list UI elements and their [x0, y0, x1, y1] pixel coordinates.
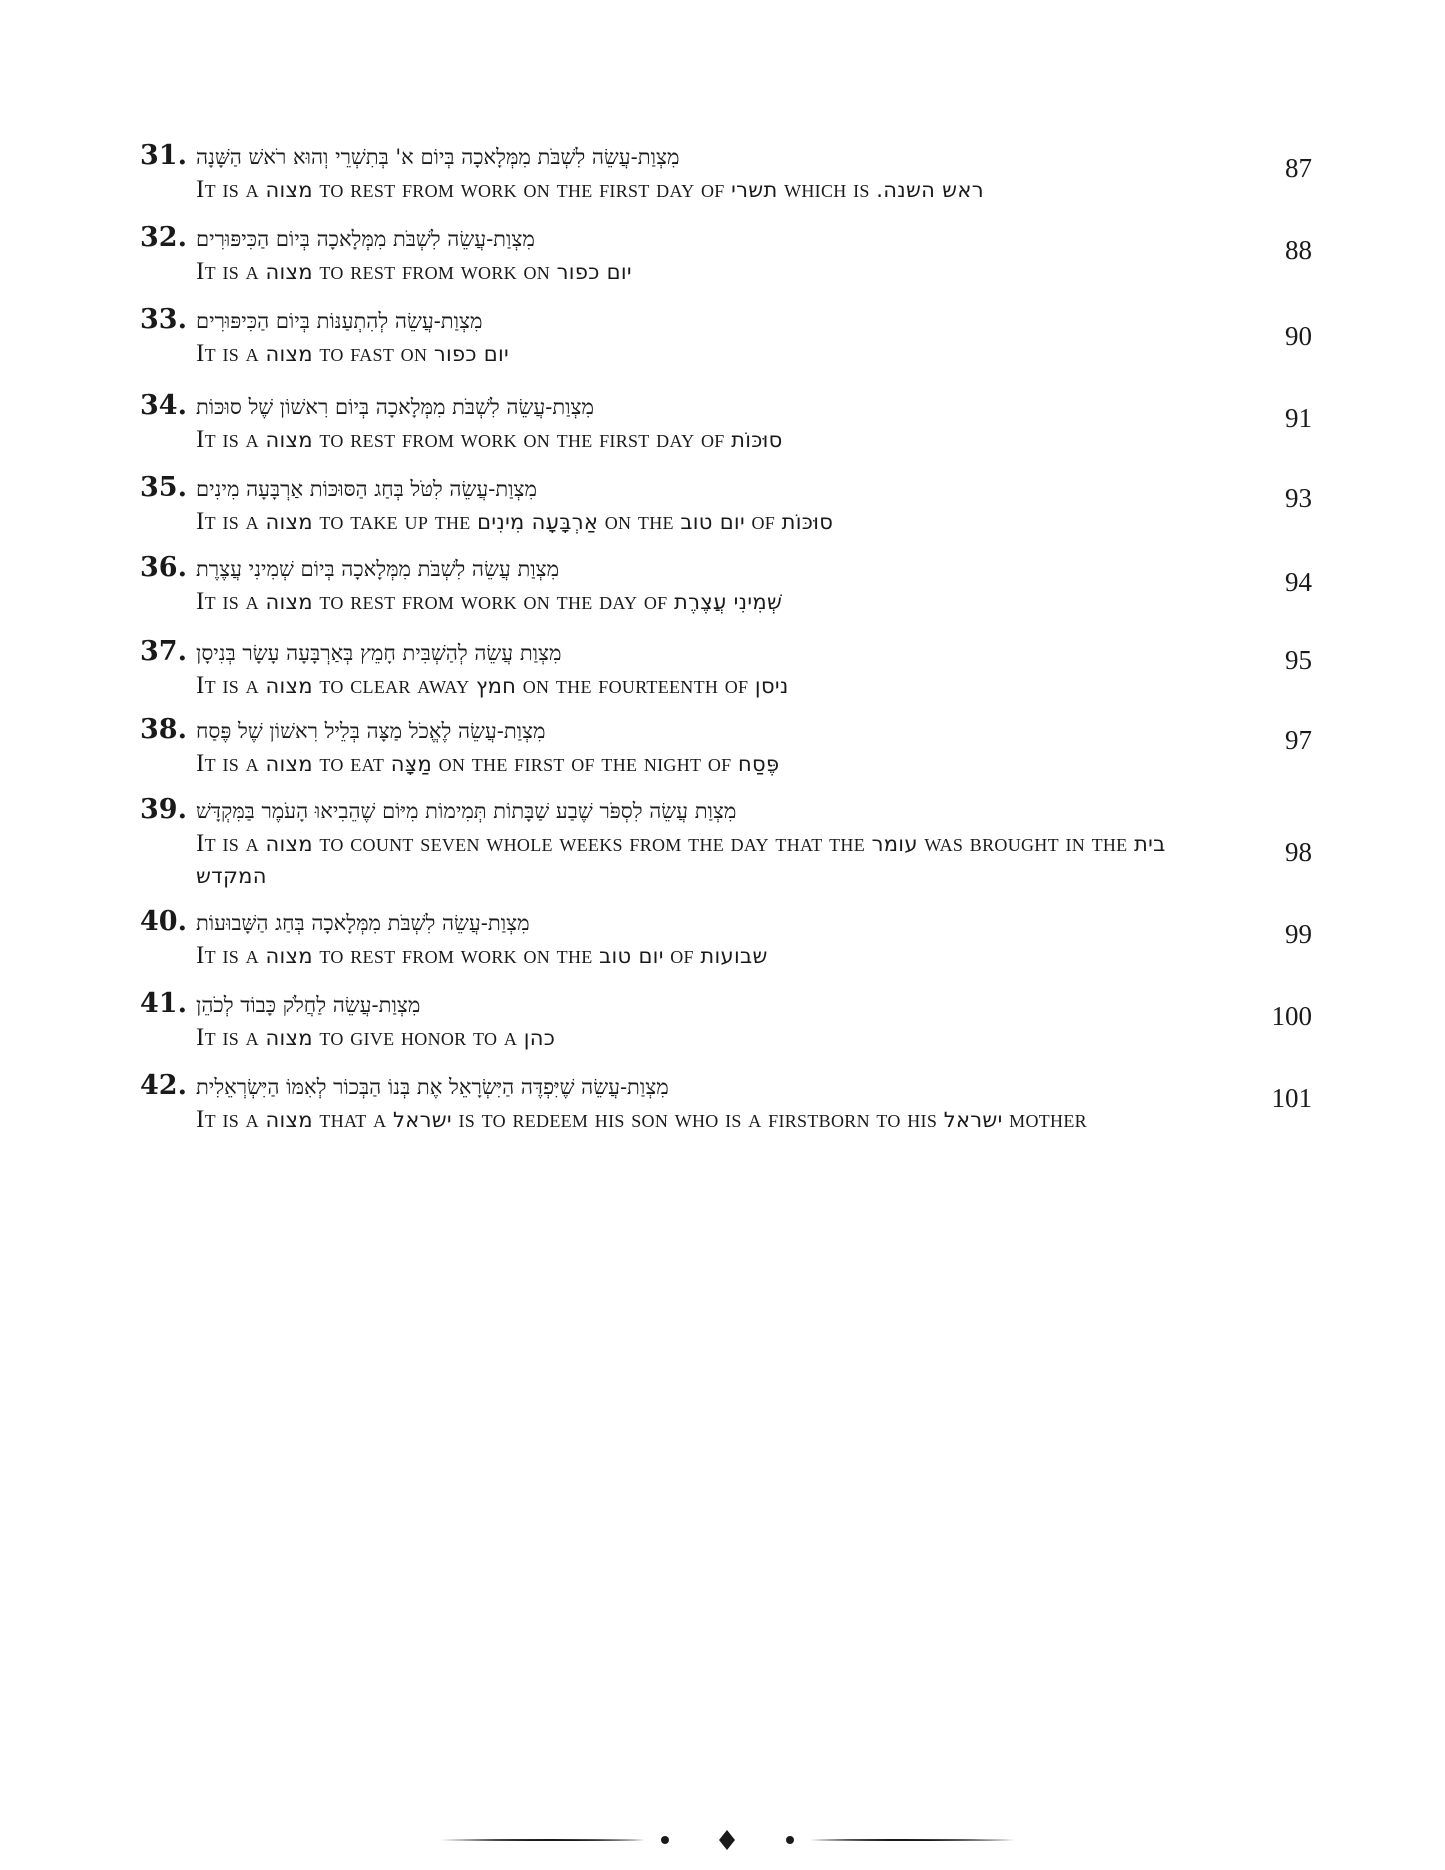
- entry-number: 39.: [140, 794, 187, 825]
- entry-english-description: [196, 174, 1206, 206]
- entry-page-number: 88: [1285, 235, 1312, 265]
- english-text: on the: [598, 508, 681, 535]
- english-text: It is a: [196, 258, 266, 285]
- entry-heading: [140, 906, 1312, 940]
- entry-english-description: [196, 424, 1206, 456]
- ornament-line-left: [440, 1839, 645, 1841]
- toc-entry[interactable]: [140, 794, 1312, 906]
- hebrew-term: עומר: [871, 832, 918, 856]
- hebrew-term: מצוה: [265, 590, 313, 614]
- entry-english-description: [196, 338, 1206, 370]
- entry-heading: [140, 1070, 1312, 1104]
- hebrew-term: מצוה: [265, 832, 313, 856]
- hebrew-term: יום כפור: [433, 342, 510, 366]
- entry-hebrew-title: מִצְוַת-עֲשֵׂה לִטֹּל בְּחַג הַסּוּכּוֹת אַרְבָּעָה מִינִים: [196, 477, 537, 501]
- english-text: is to redeem his son who is a firstborn to his: [451, 1106, 944, 1133]
- entry-hebrew-title: מִצְוַת-עֲשֵׂה לִשְׁבֹּת מִמְּלָאכָה בְּיוֹם הַכִּיפּוּרִים: [196, 227, 535, 251]
- english-text: to rest from work on the: [312, 942, 600, 969]
- english-text: was brought in the: [917, 830, 1135, 857]
- english-text: of: [744, 508, 782, 535]
- toc-entry[interactable]: [140, 140, 1312, 222]
- toc-entry[interactable]: [140, 636, 1312, 714]
- english-text: to rest from work on: [312, 258, 557, 285]
- entry-hebrew-title: מִצְוַת-עֲשֵׂה לַחֲלֹק כָּבוֹד לְכֹהֵן: [196, 993, 421, 1017]
- entry-number: 38.: [140, 714, 187, 745]
- entry-english-description: [196, 256, 1206, 288]
- hebrew-term: מצוה: [265, 260, 313, 284]
- toc-entry[interactable]: [140, 390, 1312, 472]
- hebrew-term: פֶּסַח: [738, 752, 780, 776]
- entry-heading: [140, 140, 1312, 174]
- hebrew-term: סוּכּוֹת: [731, 428, 783, 452]
- entry-number: 33.: [140, 304, 187, 335]
- entry-heading: [140, 222, 1312, 256]
- toc-entry[interactable]: [140, 1070, 1312, 1152]
- entry-page-number: 99: [1285, 919, 1312, 949]
- entry-heading: [140, 794, 1312, 828]
- english-text: to clear away: [312, 672, 476, 699]
- toc-entry[interactable]: [140, 304, 1312, 390]
- hebrew-term: בית המקדש: [196, 832, 1166, 888]
- entry-page-number: 95: [1285, 645, 1312, 675]
- english-text: to rest from work on the first day of: [312, 176, 732, 203]
- hebrew-term: ראש השנה.: [876, 178, 984, 202]
- english-text: of: [663, 942, 701, 969]
- ornament-dot-right: [786, 1836, 794, 1844]
- entry-hebrew-title: מִצְוַת-עֲשֵׂה לְהִתְעַנּוֹת בְּיוֹם הַכִּיפּוּרִים: [196, 309, 483, 333]
- ornament-diamond-icon: [719, 1830, 735, 1850]
- table-of-contents: [0, 140, 1445, 1152]
- entry-english-description: [196, 1104, 1206, 1136]
- hebrew-term: מצוה: [265, 510, 313, 534]
- entry-number: 32.: [140, 222, 187, 253]
- entry-heading: [140, 636, 1312, 670]
- english-text: that a: [312, 1106, 394, 1133]
- entry-page-number: 94: [1285, 567, 1312, 597]
- english-text: to fast on: [312, 340, 434, 367]
- hebrew-term: תשרי: [731, 178, 778, 202]
- entry-heading: [140, 304, 1312, 338]
- english-text: to count seven whole weeks from the day that the: [312, 830, 872, 857]
- english-text: It is a: [196, 750, 266, 777]
- entry-hebrew-title: מִצְוַת-עֲשֵׂה לֶאֱכֹל מַצָּה בְּלֵיל רִאשׁוֹן שֶׁל פֶּסַח: [196, 719, 546, 743]
- english-text: It is a: [196, 1024, 266, 1051]
- entry-hebrew-title: מִצְוַת-עֲשֵׂה לִשְׁבֹּת מִמְּלָאכָה בְּיוֹם רִאשׁוֹן שֶׁל סוּכּוֹת: [196, 395, 594, 419]
- entry-english-description: [196, 1022, 1206, 1054]
- hebrew-term: חמץ: [475, 674, 517, 698]
- toc-entry[interactable]: [140, 472, 1312, 552]
- entry-number: 34.: [140, 390, 187, 421]
- hebrew-term: מצוה: [265, 342, 313, 366]
- english-text: to rest from work on the day of: [312, 588, 675, 615]
- english-text: It is a: [196, 588, 266, 615]
- english-text: It is a: [196, 830, 266, 857]
- entry-hebrew-title: מִצְוַת-עֲשֵׂה לִשְׁבֹּת מִמְּלָאכָה בְּיוֹם א' בְּתִשְׁרֵי וְהוּא רֹאשׁ הַשָּׁנָה: [196, 145, 680, 169]
- entry-english-description: [196, 586, 1206, 618]
- hebrew-term: יום טוב: [680, 510, 745, 534]
- toc-entry[interactable]: [140, 714, 1312, 794]
- english-text: on the first of the night of: [432, 750, 739, 777]
- entry-heading: [140, 552, 1312, 586]
- hebrew-term: סוּכּוֹת: [781, 510, 834, 534]
- entry-english-description: [196, 828, 1206, 892]
- hebrew-term: ניסן: [754, 674, 789, 698]
- entry-number: 35.: [140, 472, 187, 503]
- footer-ornament: [440, 1830, 1015, 1850]
- toc-entry[interactable]: [140, 906, 1312, 988]
- entry-number: 41.: [140, 988, 187, 1019]
- hebrew-term: ישראל: [393, 1108, 452, 1132]
- entry-page-number: 100: [1271, 1001, 1312, 1031]
- entry-hebrew-title: מִצְוַת-עֲשֵׂה שֶׁיִּפְדֶּה הַיִּשְׂרָאֵל אֶת בְּנוֹ הַבְּכוֹר לְאִמּוֹ הַיִּשְׂרְאֵלִית: [196, 1075, 669, 1099]
- entry-page-number: 93: [1285, 483, 1312, 513]
- entry-page-number: 91: [1285, 403, 1312, 433]
- entry-page-number: 98: [1285, 837, 1312, 867]
- toc-entry[interactable]: [140, 222, 1312, 304]
- hebrew-term: מצוה: [265, 674, 313, 698]
- entry-page-number: 101: [1271, 1083, 1312, 1113]
- entry-page-number: 90: [1285, 321, 1312, 351]
- hebrew-term: כהן: [523, 1026, 556, 1050]
- hebrew-term: מצוה: [265, 428, 313, 452]
- entry-number: 37.: [140, 636, 187, 667]
- entry-number: 40.: [140, 906, 187, 937]
- entry-hebrew-title: מִצְוַת עֲשֵׂה לִשְׁבֹּת מִמְּלָאכָה בְּיוֹם שְׁמִינִי עֲצֶרֶת: [196, 557, 560, 581]
- entry-hebrew-title: מִצְוַת עֲשֵׂה לְהַשְׁבִּית חָמֵץ בְּאַרְבָּעָה עָשָׂר בְּנִיסָן: [196, 641, 562, 665]
- entry-number: 31.: [140, 140, 187, 171]
- ornament-dot-left: [661, 1836, 669, 1844]
- entry-heading: [140, 390, 1312, 424]
- entry-hebrew-title: מִצְוַת-עֲשֵׂה לִשְׁבֹּת מִמְּלָאכָה בְּחַג הַשָּׁבוּעוֹת: [196, 911, 530, 935]
- hebrew-term: מצוה: [265, 1108, 313, 1132]
- hebrew-term: מצוה: [265, 944, 313, 968]
- english-text: on the fourteenth of: [516, 672, 755, 699]
- hebrew-term: אַרְבָּעָה מִינִים: [477, 510, 599, 534]
- toc-entry[interactable]: [140, 552, 1312, 636]
- ornament-line-right: [810, 1839, 1015, 1841]
- entry-english-description: [196, 670, 1206, 702]
- hebrew-term: יום טוב: [599, 944, 664, 968]
- hebrew-term: שְׁמִינִי עֲצֶרֶת: [674, 590, 783, 614]
- entry-page-number: 87: [1285, 153, 1312, 183]
- english-text: It is a: [196, 508, 266, 535]
- english-text: to take up the: [312, 508, 478, 535]
- hebrew-term: שבועות: [700, 944, 768, 968]
- english-text: to rest from work on the first day of: [312, 426, 732, 453]
- hebrew-term: מצוה: [265, 752, 313, 776]
- english-text: It is a: [196, 176, 266, 203]
- english-text: It is a: [196, 426, 266, 453]
- english-text: It is a: [196, 942, 266, 969]
- english-text: It is a: [196, 1106, 266, 1133]
- hebrew-term: מַצָּה: [390, 752, 433, 776]
- entry-number: 42.: [140, 1070, 187, 1101]
- toc-entry[interactable]: [140, 988, 1312, 1070]
- entry-hebrew-title: מִצְוַת עֲשֵׂה לִסְפֹּר שֶׁבַע שַׁבָּתוֹת תְּמִימוֹת מִיּוֹם שֶׁהֵבִיאוּ הָעֹמֶר בַּמִּקְדָּשׁ: [196, 799, 737, 823]
- entry-english-description: [196, 748, 1206, 780]
- hebrew-term: מצוה: [265, 178, 313, 202]
- entry-english-description: [196, 940, 1206, 972]
- english-text: It is a: [196, 672, 266, 699]
- english-text: which is: [777, 176, 877, 203]
- english-text: to give honor to a: [312, 1024, 524, 1051]
- entry-page-number: 97: [1285, 725, 1312, 755]
- entry-english-description: [196, 506, 1206, 538]
- entry-heading: [140, 472, 1312, 506]
- english-text: mother: [1002, 1106, 1087, 1133]
- hebrew-term: ישראל: [943, 1108, 1003, 1132]
- entry-heading: [140, 714, 1312, 748]
- hebrew-term: יום כפור: [556, 260, 632, 284]
- english-text: It is a: [196, 340, 266, 367]
- entry-heading: [140, 988, 1312, 1022]
- english-text: to eat: [312, 750, 391, 777]
- hebrew-term: מצוה: [265, 1026, 313, 1050]
- entry-number: 36.: [140, 552, 187, 583]
